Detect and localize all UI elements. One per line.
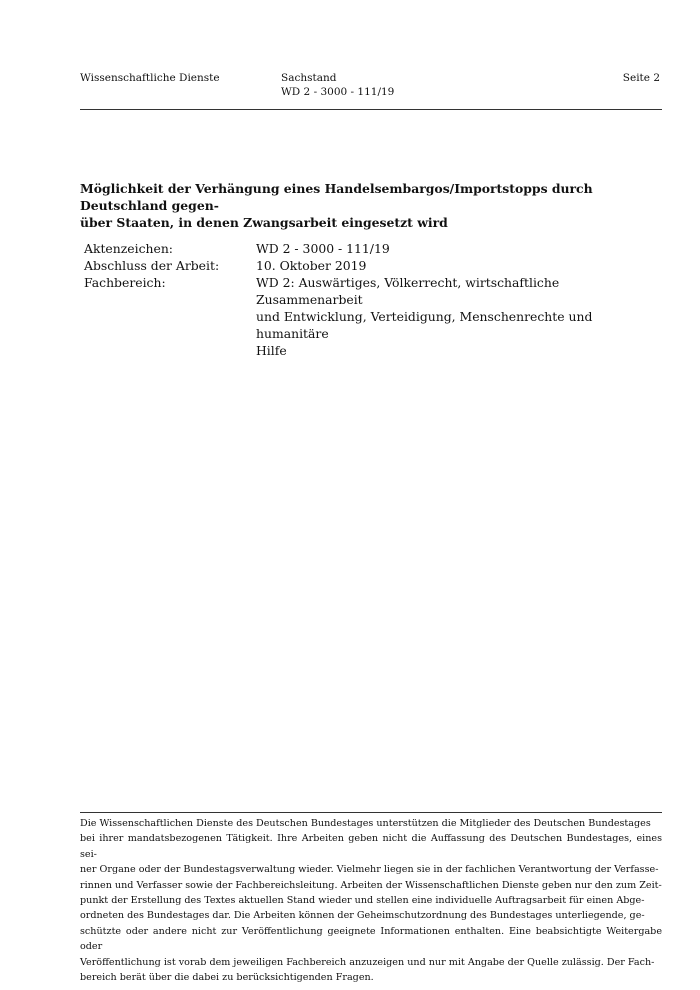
fachbereich-line: WD 2: Auswärtiges, Völkerrecht, wirtschaftliche Zusammenarbeit — [256, 275, 560, 307]
abschluss-label: Abschluss der Arbeit: — [84, 258, 220, 273]
fachbereich-line: und Entwicklung, Verteidigung, Menschenrechte und humanitäre — [256, 309, 593, 341]
header-divider — [80, 109, 662, 110]
header-document-info — [281, 71, 394, 99]
header-doc-number: WD 2 - 3000 - 111/19 — [281, 86, 395, 98]
fachbereich-line: Hilfe — [256, 343, 287, 358]
aktenzeichen-value: WD 2 - 3000 - 111/19 — [256, 241, 390, 256]
header-doc-type: Sachstand — [281, 72, 337, 84]
document-title — [80, 180, 660, 231]
meta-row-abschluss — [84, 257, 664, 274]
meta-row-aktenzeichen — [84, 240, 664, 257]
meta-row-fachbereich — [84, 274, 664, 359]
header-organization: Wissenschaftliche Dienste — [80, 72, 220, 84]
disclaimer-line: Die Wissenschaftlichen Dienste des Deutschen Bundestages unterstützen die Mitglieder des Deutschen Bundestages — [80, 818, 651, 829]
disclaimer-line: punkt der Erstellung des Textes aktuellen Stand wieder und stellen eine individuelle Auftragsarbeit für einen Abge- — [80, 895, 645, 907]
disclaimer — [80, 816, 662, 985]
disclaimer-line: bei ihrer mandatsbezogenen Tätigkeit. Ihre Arbeiten geben nicht die Auffassung des Deutschen Bundestages, eines sei- — [80, 833, 662, 860]
disclaimer-line: ner Organe oder der Bundestagsverwaltung wieder. Vielmehr liegen sie in der fachlichen Verantwortung der Verfasse- — [80, 864, 659, 876]
disclaimer-line: bereich berät über die dabei zu berücksichtigenden Fragen. — [80, 972, 374, 984]
title-line: über Staaten, in denen Zwangsarbeit eingesetzt wird — [80, 215, 448, 230]
disclaimer-line: ordneten des Bundestages dar. Die Arbeiten können der Geheimschutzordnung des Bundestages unterliegende, ge- — [80, 910, 645, 922]
aktenzeichen-label: Aktenzeichen: — [84, 241, 173, 256]
page-header — [80, 71, 660, 111]
disclaimer-line: rinnen und Verfasser sowie der Fachbereichsleitung. Arbeiten der Wissenschaftlichen Dienste geben nur den zum Zeit- — [80, 879, 662, 891]
document-metadata — [84, 240, 664, 359]
title-line: Möglichkeit der Verhängung eines Handelsembargos/Importstopps durch Deutschland gegen- — [80, 181, 593, 213]
fachbereich-label: Fachbereich: — [84, 275, 166, 290]
header-page-number: Seite 2 — [622, 72, 660, 84]
disclaimer-line: Veröffentlichung ist vorab dem jeweiligen Fachbereich anzuzeigen und nur mit Angabe der Quelle zulässig. Der Fach- — [80, 956, 655, 968]
fachbereich-value — [256, 274, 656, 359]
disclaimer-line: schützte oder andere nicht zur Veröffentlichung geeignete Informationen enthalten. Eine beabsichtigte Weitergabe oder — [80, 925, 662, 953]
abschluss-value: 10. Oktober 2019 — [256, 258, 367, 273]
footer-divider — [80, 812, 662, 813]
